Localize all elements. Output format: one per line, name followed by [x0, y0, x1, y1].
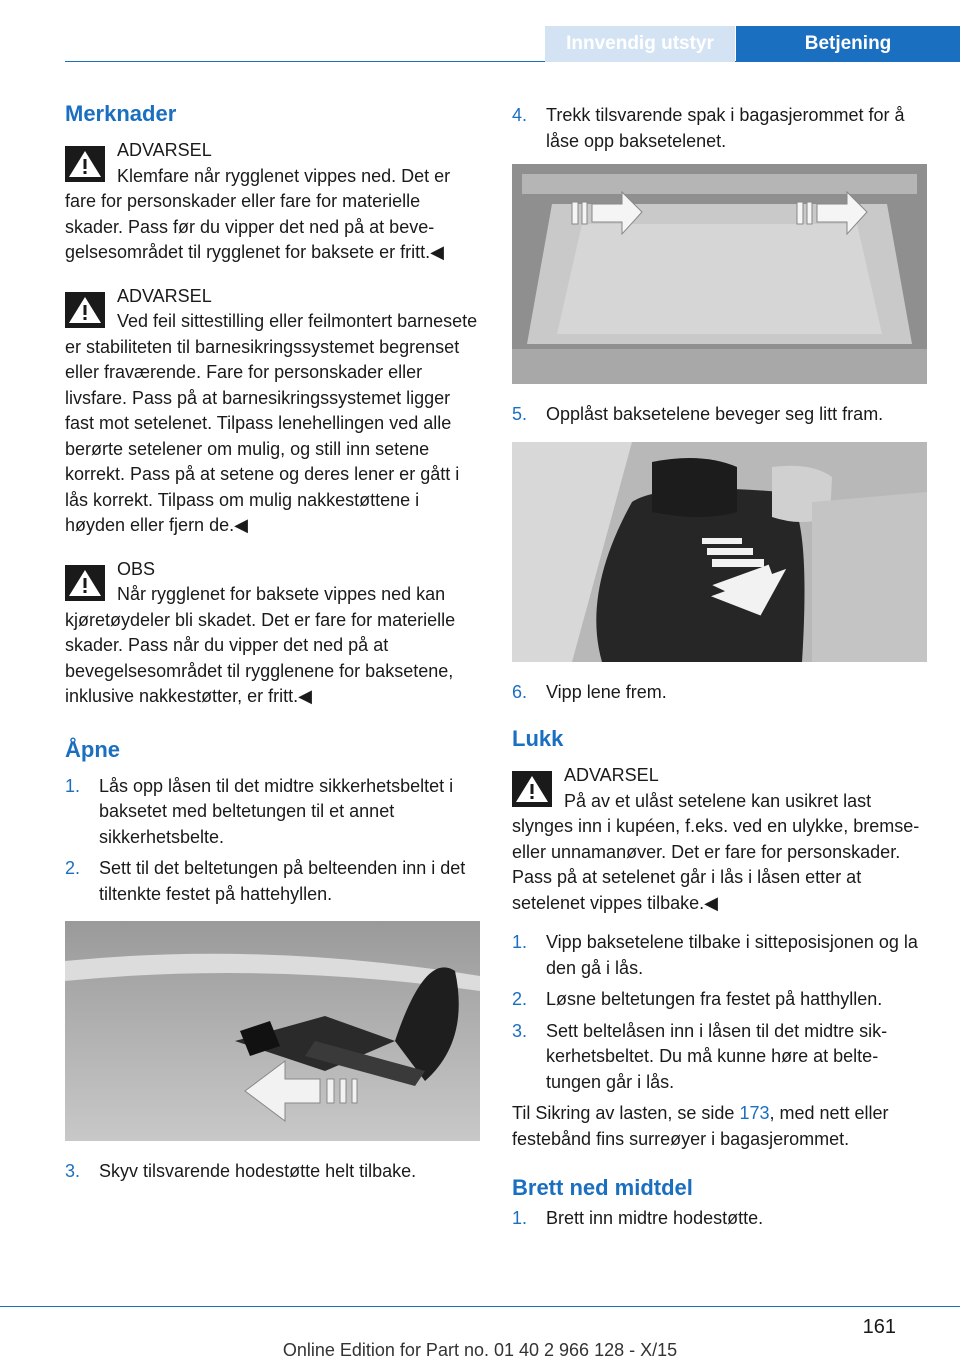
list-item — [65, 856, 480, 907]
step-text: Skyv tilsvarende hodestøtte helt tilbake. — [99, 1161, 417, 1181]
step-number: 5. — [512, 404, 528, 424]
list-item — [512, 402, 927, 428]
edition-footer: Online Edition for Part no. 01 40 2 966 128 - X/15 — [282, 1340, 678, 1360]
page-number: 161 — [862, 1316, 896, 1338]
step-text: Trekk tilsvarende spak i bagasjerommet for å låse opp baksetelenet. — [546, 105, 905, 151]
warning-label: ADVARSEL — [117, 285, 212, 306]
step-text: Vipp baksetelene tilbake i sitteposisjonen og la den gå i lås. — [546, 932, 918, 978]
seat-backrest-photo — [512, 442, 927, 662]
step-number: 6. — [512, 681, 528, 702]
warning-label: ADVARSEL — [564, 765, 659, 785]
step-text: Opplåst baksetelene beveger seg litt fram. — [546, 404, 884, 424]
cargo-note-suffix: , med nett eller festebånd fins surreøyer i bagasjerommet. — [512, 1103, 889, 1149]
left-column — [65, 100, 480, 1191]
list-item — [512, 1206, 927, 1232]
warning-label: ADVARSEL — [117, 140, 212, 160]
list-item — [65, 774, 480, 851]
warning-icon — [65, 565, 105, 601]
open-steps-4 — [512, 103, 927, 154]
open-steps-cont — [65, 1159, 480, 1185]
step-text: Løsne beltetungen fra festet på hatthyllen. — [546, 989, 883, 1009]
step-text: Brett inn midtre hodestøtte. — [546, 1208, 764, 1228]
notice-label: OBS — [117, 558, 156, 579]
warning-text: På av et ulåst setelene kan usikret last slynges inn i kupéen, f.eks. ved en ulykke, bremse- eller unnamanøver. Det er fare for personskader. Pass på at setelenet går i lås i låsen etter at setelenet vippes tilbake.◀ — [512, 790, 920, 913]
warning-icon — [65, 292, 105, 328]
open-heading: Åpne — [65, 736, 120, 762]
fold-steps — [512, 1206, 927, 1232]
step-number: 3. — [512, 1020, 528, 1041]
right-column — [512, 103, 927, 1238]
list-item — [65, 1159, 480, 1185]
list-item — [512, 103, 927, 154]
footer-rule — [0, 1306, 960, 1307]
step-number: 2. — [512, 989, 528, 1009]
cargo-note-prefix: Til Sikring av lasten, se side — [512, 1103, 740, 1123]
warning-icon — [512, 771, 552, 807]
list-item — [512, 930, 927, 981]
step-number: 4. — [512, 105, 528, 125]
close-heading: Lukk — [512, 726, 564, 751]
step-number: 2. — [65, 858, 81, 878]
belt-tongue-photo — [65, 921, 480, 1141]
warning-block — [65, 138, 480, 266]
notice-text: Når rygglenet for baksete vippes ned kan kjøretøydeler bli skadet. Det er fare for materielle skader. Pass når du vipper det ned på at bevegelsesområdet til rygglenene for baksetene, inklusive nakkestøtter, er fritt.◀ — [65, 584, 456, 706]
step-text: Sett til det beltetungen på belteenden inn i det tiltenkte festet på hattehyllen. — [99, 858, 466, 904]
step-text: Lås opp låsen til det midtre sikkerhetsbeltet i baksetet med beltetungen til et annet sikkerhetsbelte. — [99, 775, 454, 847]
header-section-tab[interactable]: Innvendig utstyr — [545, 26, 735, 62]
step-text: Sett beltelåsen inn i låsen til det midtre sikkerhetsbeltet. Du må kunne høre at beltetungen går i lås. — [546, 1020, 888, 1092]
warning-icon — [65, 146, 105, 182]
page-link[interactable]: 173 — [739, 1103, 770, 1123]
open-steps-6 — [512, 680, 927, 706]
list-item — [512, 987, 927, 1013]
warning-text: Klemfare når rygglenet vippes ned. Det er fare for personskader eller fare for materielle skader. Pass før du vipper det ned på at bevegelsesområdet til rygglenet for baksete er fritt.◀ — [65, 165, 451, 262]
trunk-lever-photo — [512, 164, 927, 384]
step-number: 3. — [65, 1161, 81, 1181]
list-item — [512, 680, 927, 706]
list-item — [512, 1019, 927, 1096]
fold-heading: Brett ned midtdel — [512, 1175, 693, 1200]
notice-block — [65, 557, 480, 710]
step-number: 1. — [512, 1208, 528, 1228]
warning-text: Ved feil sittestilling eller feilmontert barnesete er stabiliteten til barnesikringssystemet begrenset eller fraværende. Fare for personskader eller livsfare. Pass på at barnesikringssystemet ligger fast mot setelenet. Tilpass lenehellingen ved alle berørte setelener om mulig, og still inn setene korrekt. Pass på at setene og deres lener er gått i lås korrekt. Tilpass om mulig nakkestøttene i høyden eller fjern de.◀ — [65, 311, 478, 535]
notes-heading: Merknader — [65, 101, 177, 126]
step-number: 1. — [512, 932, 528, 952]
close-steps — [512, 930, 927, 1095]
cargo-note — [512, 1101, 927, 1152]
open-steps — [65, 774, 480, 908]
step-number: 1. — [65, 775, 81, 796]
open-steps-5 — [512, 402, 927, 428]
step-text: Vipp lene frem. — [546, 681, 667, 702]
warning-block — [512, 763, 927, 916]
warning-block — [65, 284, 480, 539]
header-chapter-tab[interactable]: Betjening — [736, 26, 960, 62]
